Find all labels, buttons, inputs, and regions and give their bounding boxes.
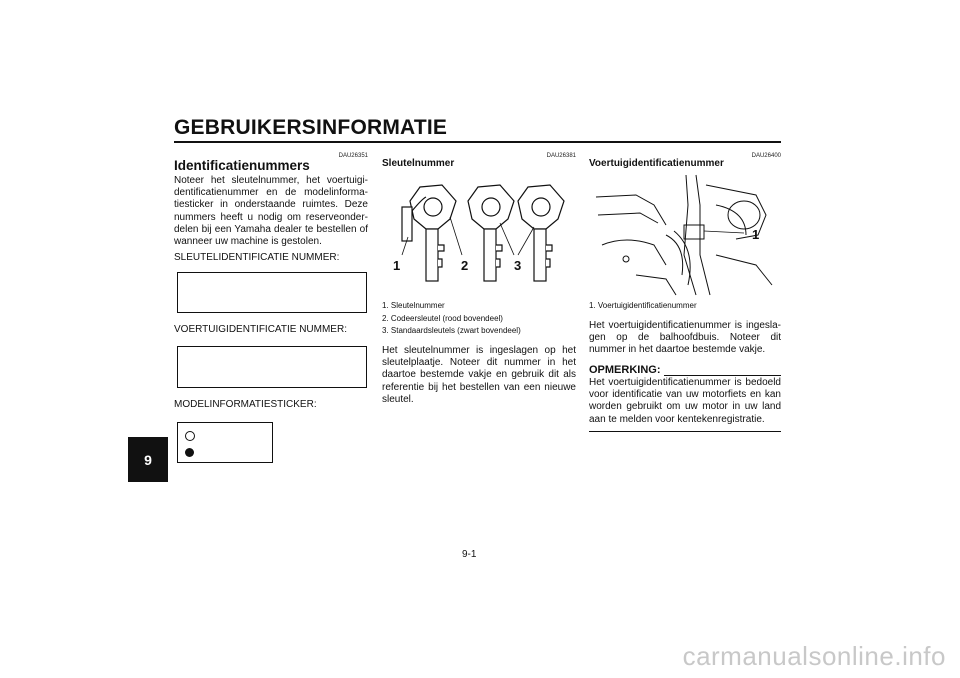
keys-illustration <box>382 175 576 295</box>
model-sticker-label: MODELINFORMATIESTICKER: <box>174 399 317 410</box>
callout-3: 3 <box>514 258 522 273</box>
filled-circle-icon <box>185 448 194 457</box>
note-paragraph: Het voertuigidentificatienummer is bedoeld voor identificatie van uw motorfiets en kan worden gebruikt om uw motor in uw land aan te melden voor kentekenregistratie. <box>589 377 781 425</box>
identification-paragraph: Noteer het sleutelnummer, het voertuigi-dentificatienummer en de modelinforma-tiesticker in onderstaande ruimtes. Deze nummers heeft u nodig om reserveonder-delen bij een Yamaha dealer te bestellen of wanneer uw machine is gestolen. <box>174 175 368 248</box>
vin-caption: 1. Voertuigidentificatienummer <box>589 301 697 310</box>
note-end-rule <box>589 431 781 432</box>
vin-callout: 1 <box>752 227 760 242</box>
caption-2: 2. Codeersleutel (rood bovendeel) <box>382 314 503 323</box>
key-paragraph: Het sleutelnummer is ingeslagen op het sleutelplaatje. Noteer dit nummer in het daartoe bestemde vakje en gebruik dit als referentie bij het bestellen van een nieuwe sleutel. <box>382 345 576 405</box>
callout-2: 2 <box>461 258 469 273</box>
section-code-identification: DAU26351 <box>338 153 368 159</box>
section-heading-identification: Identificatienummers <box>174 158 310 173</box>
headstock-illustration <box>596 175 776 295</box>
page-title: GEBRUIKERSINFORMATIE <box>174 116 448 139</box>
model-sticker-box <box>177 422 273 463</box>
key-number-label: SLEUTELIDENTIFICATIE NUMMER: <box>174 252 340 263</box>
chapter-tab: 9 <box>128 437 168 482</box>
vin-box <box>177 346 367 388</box>
section-code-vin: DAU26400 <box>751 153 781 159</box>
note-title: OPMERKING: <box>589 364 661 376</box>
header-rule <box>174 141 781 143</box>
watermark: carmanualsonline.info <box>682 641 946 671</box>
vin-label: VOERTUIGIDENTIFICATIE NUMMER: <box>174 324 347 335</box>
section-code-key: DAU26381 <box>546 153 576 159</box>
section-heading-vin: Voertuigidentificatienummer <box>589 158 724 169</box>
page-number: 9-1 <box>462 549 477 560</box>
note-title-rule <box>664 375 781 376</box>
caption-1: 1. Sleutelnummer <box>382 301 445 310</box>
callout-1: 1 <box>393 258 401 273</box>
open-circle-icon <box>185 431 195 441</box>
section-heading-key: Sleutelnummer <box>382 158 455 169</box>
vin-paragraph: Het voertuigidentificatienummer is ingesla-gen op de balhoofdbuis. Noteer dit nummer in het daartoe bestemde vakje. <box>589 320 781 356</box>
key-number-box <box>177 272 367 313</box>
caption-3: 3. Standaardsleutels (zwart bovendeel) <box>382 326 521 335</box>
